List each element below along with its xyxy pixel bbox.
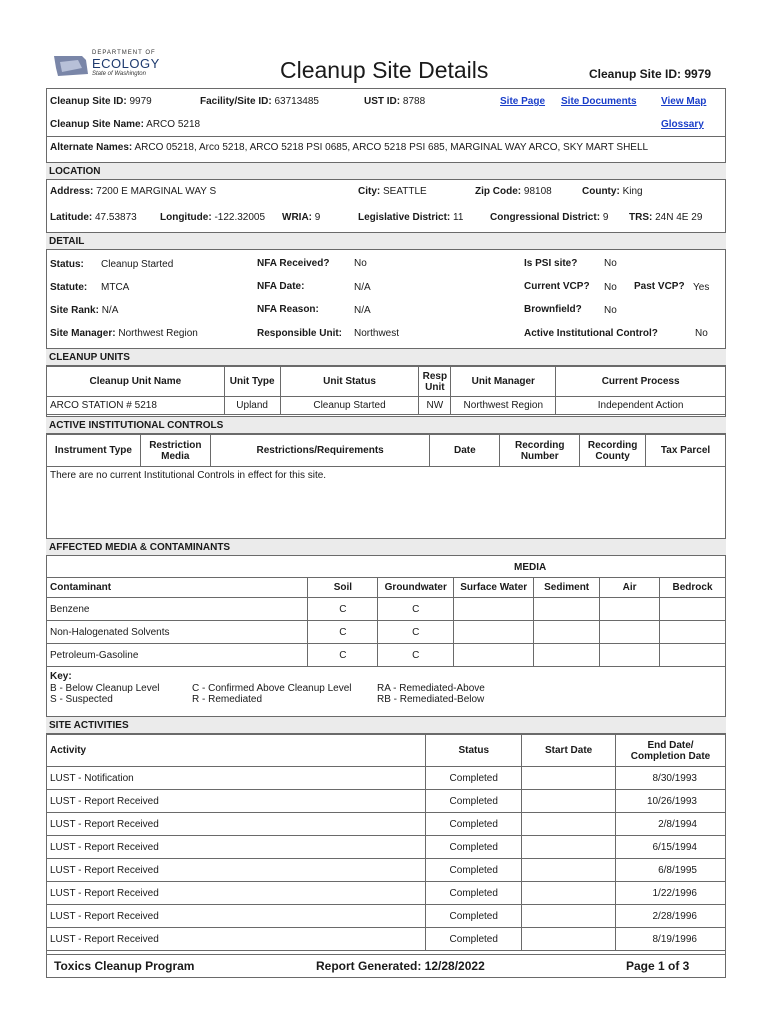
activities-heading: SITE ACTIVITIES (46, 716, 726, 734)
glossary-link[interactable]: Glossary (661, 119, 704, 130)
logo-dept-text: DEPARTMENT OF (92, 50, 156, 56)
col-soil: Soil (308, 578, 378, 598)
col-date: Date (430, 435, 500, 467)
statute-value: MTCA (101, 282, 130, 293)
cleanup-units-table (46, 366, 726, 415)
nfa-received-value: No (354, 258, 367, 269)
col-groundwater: Groundwater (378, 578, 454, 598)
ecology-logo (52, 50, 160, 80)
city: City: SEATTLE (358, 186, 427, 197)
table-row: Benzene C C (47, 598, 726, 621)
col-restrictions: Restrictions/Requirements (210, 435, 430, 467)
col-surface-water: Surface Water (454, 578, 534, 598)
col-unit-name: Cleanup Unit Name (47, 367, 225, 397)
col-unit-manager: Unit Manager (451, 367, 556, 397)
detail-heading: DETAIL (46, 232, 726, 250)
col-bedrock: Bedrock (659, 578, 725, 598)
col-status: Status (426, 735, 522, 767)
col-end-date: End Date/ Completion Date (616, 735, 726, 767)
past-vcp-value: Yes (693, 282, 710, 293)
table-row: LUST - Notification Completed 8/30/1993 (47, 767, 726, 790)
longitude: Longitude: -122.32005 (160, 212, 266, 223)
col-activity: Activity (47, 735, 426, 767)
nfa-received-label: NFA Received? (257, 258, 330, 269)
key-ra: RA - Remediated-Above (377, 683, 485, 694)
table-row: ARCO STATION # 5218 Upland Cleanup Started NW Northwest Region Independent Action (47, 397, 726, 415)
wria: WRIA: 9 (282, 212, 321, 223)
nfa-date-label: NFA Date: (257, 281, 305, 292)
view-map-link[interactable]: View Map (661, 96, 707, 107)
zip-code: Zip Code: 98108 (475, 186, 552, 197)
col-sediment: Sediment (534, 578, 600, 598)
col-recording-county: Recording County (580, 435, 646, 467)
col-air: Air (600, 578, 660, 598)
controls-empty-message: There are no current Institutional Controls in effect for this site. (50, 470, 327, 481)
psi-value: No (604, 258, 617, 269)
nfa-date-value: N/A (354, 282, 371, 293)
current-vcp-value: No (604, 282, 617, 293)
trs: TRS: 24N 4E 29 (629, 212, 703, 223)
psi-label: Is PSI site? (524, 258, 578, 269)
responsible-unit-value: Northwest (354, 328, 400, 339)
col-start-date: Start Date (522, 735, 616, 767)
col-unit-type: Unit Type (224, 367, 280, 397)
cleanup-site-id: Cleanup Site ID: 9979 (50, 96, 152, 107)
table-row: LUST - Report Received Completed 2/28/1996 (47, 905, 726, 928)
table-row: Non-Halogenated Solvents C C (47, 621, 726, 644)
table-row: LUST - Report Received Completed 2/8/1994 (47, 813, 726, 836)
state-map-icon (52, 52, 92, 80)
table-row: LUST - Report Received Completed 6/8/1995 (47, 859, 726, 882)
logo-state-text: State of Washington (92, 71, 146, 77)
controls-heading: ACTIVE INSTITUTIONAL CONTROLS (46, 416, 726, 434)
table-row: LUST - Report Received Completed 1/22/1996 (47, 882, 726, 905)
site-rank: Site Rank: N/A (50, 305, 119, 316)
aic-value: No (695, 328, 708, 339)
site-page-link[interactable]: Site Page (500, 96, 546, 107)
brownfield-value: No (604, 305, 617, 316)
media-heading: AFFECTED MEDIA & CONTAMINANTS (46, 538, 726, 556)
key-title: Key: (50, 671, 72, 682)
site-id-header: Cleanup Site ID: 9979 (589, 67, 712, 81)
county: County: King (582, 186, 643, 197)
brownfield-label: Brownfield? (524, 304, 582, 315)
footer-program: Toxics Cleanup Program (54, 959, 195, 973)
facility-site-id: Facility/Site ID: 63713485 (200, 96, 319, 107)
col-resp-unit: Resp Unit (419, 367, 451, 397)
key-c: C - Confirmed Above Cleanup Level (192, 683, 352, 694)
cleanup-site-name: Cleanup Site Name: ARCO 5218 (50, 119, 201, 130)
col-contaminant: Contaminant (47, 578, 308, 598)
alternate-names: Alternate Names: ARCO 05218, Arco 5218, ARCO 5218 PSI 0685, ARCO 5218 PSI 685, MARGINAL WAY ARCO, SKY MART SHELL (50, 142, 649, 153)
key-r: R - Remediated (192, 694, 263, 705)
col-restriction-media: Restriction Media (140, 435, 210, 467)
col-unit-status: Unit Status (280, 367, 419, 397)
col-current-process: Current Process (556, 367, 726, 397)
latitude: Latitude: 47.53873 (50, 212, 137, 223)
media-table (46, 577, 726, 667)
nfa-reason-value: N/A (354, 305, 371, 316)
table-row: Petroleum-Gasoline C C (47, 644, 726, 667)
col-instrument-type: Instrument Type (47, 435, 141, 467)
key-b: B - Below Cleanup Level (50, 683, 160, 694)
cleanup-units-heading: CLEANUP UNITS (46, 348, 726, 366)
footer-generated: Report Generated: 12/28/2022 (316, 959, 485, 973)
site-manager: Site Manager: Northwest Region (50, 328, 198, 339)
current-vcp-label: Current VCP? (524, 281, 590, 292)
statute-label: Statute: (50, 282, 88, 293)
nfa-reason-label: NFA Reason: (257, 304, 319, 315)
media-group-label: MEDIA (514, 562, 547, 573)
legislative-district: Legislative District: 11 (358, 212, 464, 223)
site-documents-link[interactable]: Site Documents (561, 96, 637, 107)
activities-table (46, 734, 726, 951)
footer-page: Page 1 of 3 (626, 959, 690, 973)
col-tax-parcel: Tax Parcel (646, 435, 726, 467)
controls-table (46, 434, 726, 467)
status-value: Cleanup Started (101, 259, 174, 270)
past-vcp-label: Past VCP? (634, 281, 685, 292)
location-heading: LOCATION (46, 162, 726, 180)
responsible-unit-label: Responsible Unit: (257, 328, 343, 339)
ust-id: UST ID: 8788 (364, 96, 426, 107)
table-row: LUST - Report Received Completed 8/19/1996 (47, 928, 726, 951)
key-rb: RB - Remediated-Below (377, 694, 485, 705)
address: Address: 7200 E MARGINAL WAY S (50, 186, 217, 197)
status: Status: (50, 259, 84, 270)
key-s: S - Suspected (50, 694, 113, 705)
col-recording-number: Recording Number (500, 435, 580, 467)
page-title: Cleanup Site Details (280, 57, 489, 83)
logo-ecology-text: ECOLOGY (92, 56, 160, 71)
congressional-district: Congressional District: 9 (490, 212, 609, 223)
aic-label: Active Institutional Control? (524, 328, 658, 339)
table-row: LUST - Report Received Completed 10/26/1993 (47, 790, 726, 813)
table-row: LUST - Report Received Completed 6/15/1994 (47, 836, 726, 859)
